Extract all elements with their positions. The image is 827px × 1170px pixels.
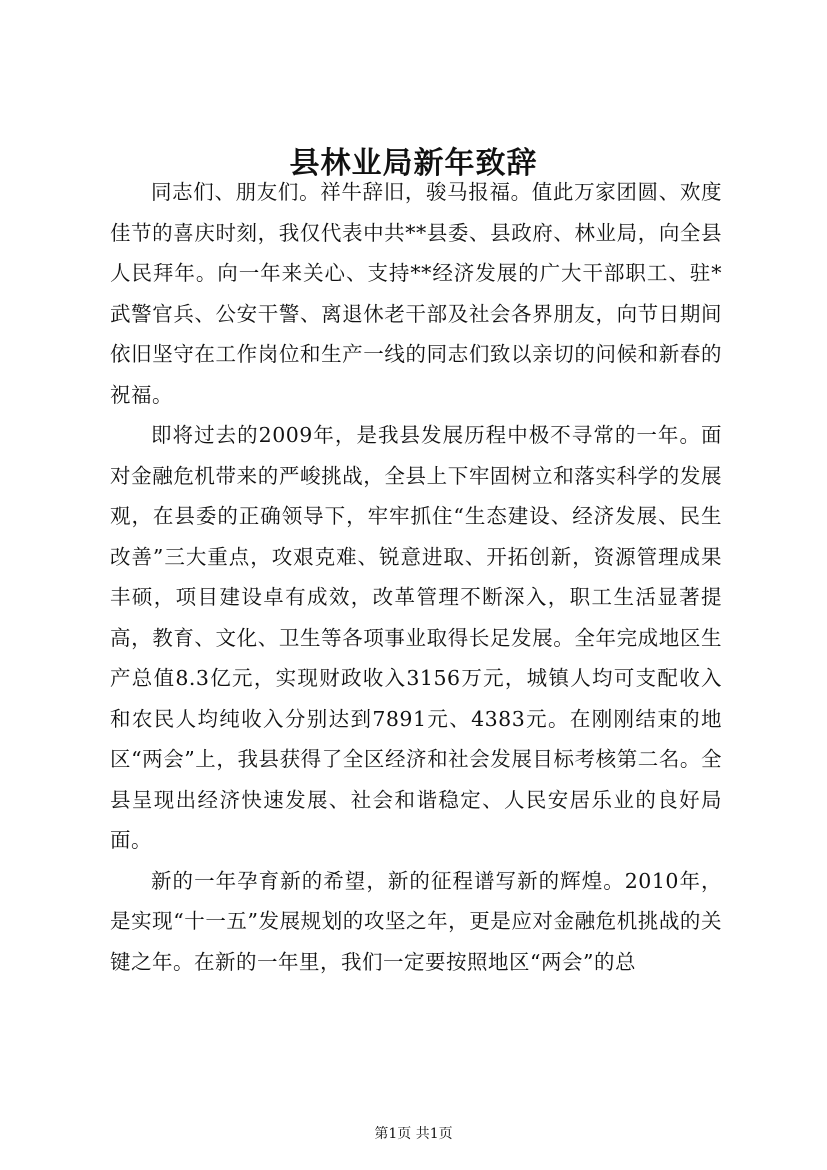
paragraph-review-2009: 即将过去的2009年，是我县发展历程中极不寻常的一年。面对金融危机带来的严峻挑战，全县上下牢固树立和落实科学的发展观，在县委的正确领导下，牢牢抓住“生态建设、经济发展、民生改善”三大重点，攻艰克难、锐意进取、开拓创新，资源管理成果丰硕，项目建设卓有成效，改革管理不断深入，职工生活显著提高，教育、文化、卫生等各项事业取得长足发展。全年完成地区生产总值8.3亿元，实现财政收入3156万元，城镇人均可支配收入和农民人均纯收入分别达到7891元、4383元。在刚刚结束的地区“两会”上，我县获得了全区经济和社会发展目标考核第二名。全县呈现出经济快速发展、社会和谐稳定、人民安居乐业的良好局面。 <box>110 423 722 852</box>
page-footer: 第1页 共1页 <box>374 1126 453 1142</box>
paragraph-outlook-2010: 新的一年孕育新的希望，新的征程谱写新的辉煌。2010年，是实现“十一五”发展规划的攻坚之年，更是应对金融危机挑战的关键之年。在新的一年里，我们一定要按照地区“两会”的总 <box>110 868 722 974</box>
paragraph-greeting: 同志们、朋友们。祥牛辞旧，骏马报福。值此万家团圆、欢度佳节的喜庆时刻，我仅代表中共**县委、县政府、林业局，向全县人民拜年。向一年来关心、支持**经济发展的广大干部职工、驻*武警官兵、公安干警、离退休老干部及社会各界朋友，向节日期间依旧坚守在工作岗位和生产一线的同志们致以亲切的问候和新春的祝福。 <box>110 180 722 407</box>
document-title: 县林业局新年致辞 <box>289 146 538 181</box>
document-body <box>110 172 722 982</box>
